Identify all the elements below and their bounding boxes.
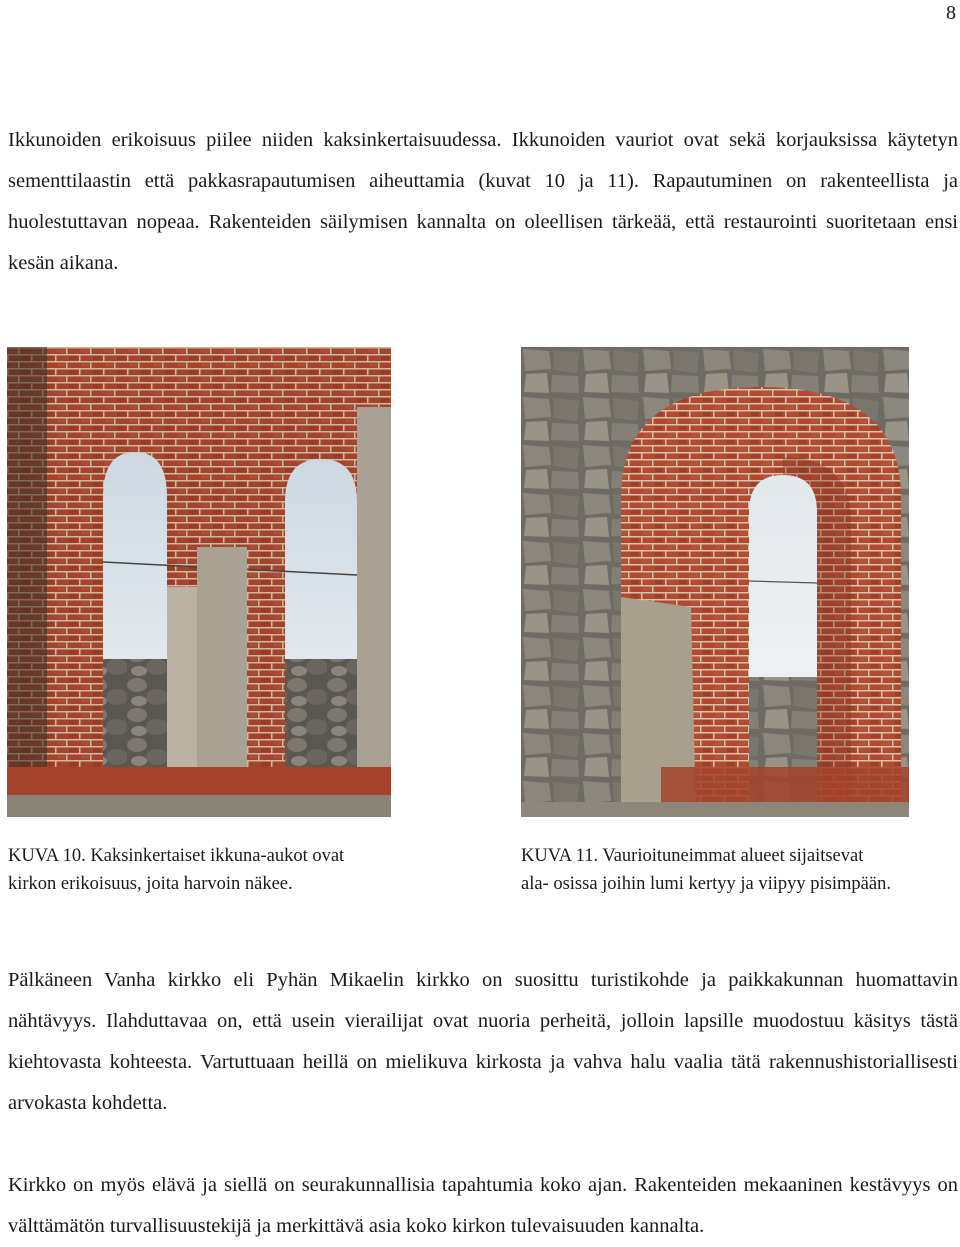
page-number: 8	[946, 2, 956, 24]
paragraph-intro: Ikkunoiden erikoisuus piilee niiden kaksinkertaisuudessa. Ikkunoiden vauriot ovat sekä korjauksissa käytetyn sementtilaastin että pakkasrapautumisen aiheuttamia (kuvat 10 ja 11). Rapautuminen on rakenteellista ja huolestuttavan nopeaa. Rakenteiden säilymisen kannalta on oleellisen tärkeää, että restaurointi suoritetaan ensi kesän aikana.	[8, 129, 958, 274]
caption-line: KUVA 11. Vaurioituneimmat alueet sijaitsevat	[521, 846, 864, 866]
caption-figure-11	[521, 842, 941, 898]
caption-line: kirkon erikoisuus, joita harvoin näkee.	[8, 874, 293, 894]
photo-damaged-window	[521, 347, 909, 817]
paragraph-tourism: Pälkäneen Vanha kirkko eli Pyhän Mikaelin kirkko on suosittu turistikohde ja paikkakunnan huomattavin nähtävyys. Ilahduttavaa on, että usein vierailijat ovat nuoria perheitä, jolloin lapsille muodostuu käsitys tästä kiehtovasta kohteesta. Vartuttuaan heillä on mielikuva kirkosta ja vahva halu vaalia tätä rakennushistoriallisesti arvokasta kohdetta.	[8, 969, 958, 1114]
caption-figure-10	[8, 842, 428, 898]
caption-line: KUVA 10. Kaksinkertaiset ikkuna-aukot ovat	[8, 846, 345, 866]
caption-line: ala- osissa joihin lumi kertyy ja viipyy pisimpään.	[521, 874, 891, 894]
paragraph-community: Kirkko on myös elävä ja siellä on seurakunnallisia tapahtumia koko ajan. Rakenteiden mekaaninen kestävyys on välttämätön turvallisuustekijä ja merkittävä asia koko kirkon tulevaisuuden kannalta.	[8, 1174, 958, 1237]
photo-double-windows	[7, 347, 391, 817]
